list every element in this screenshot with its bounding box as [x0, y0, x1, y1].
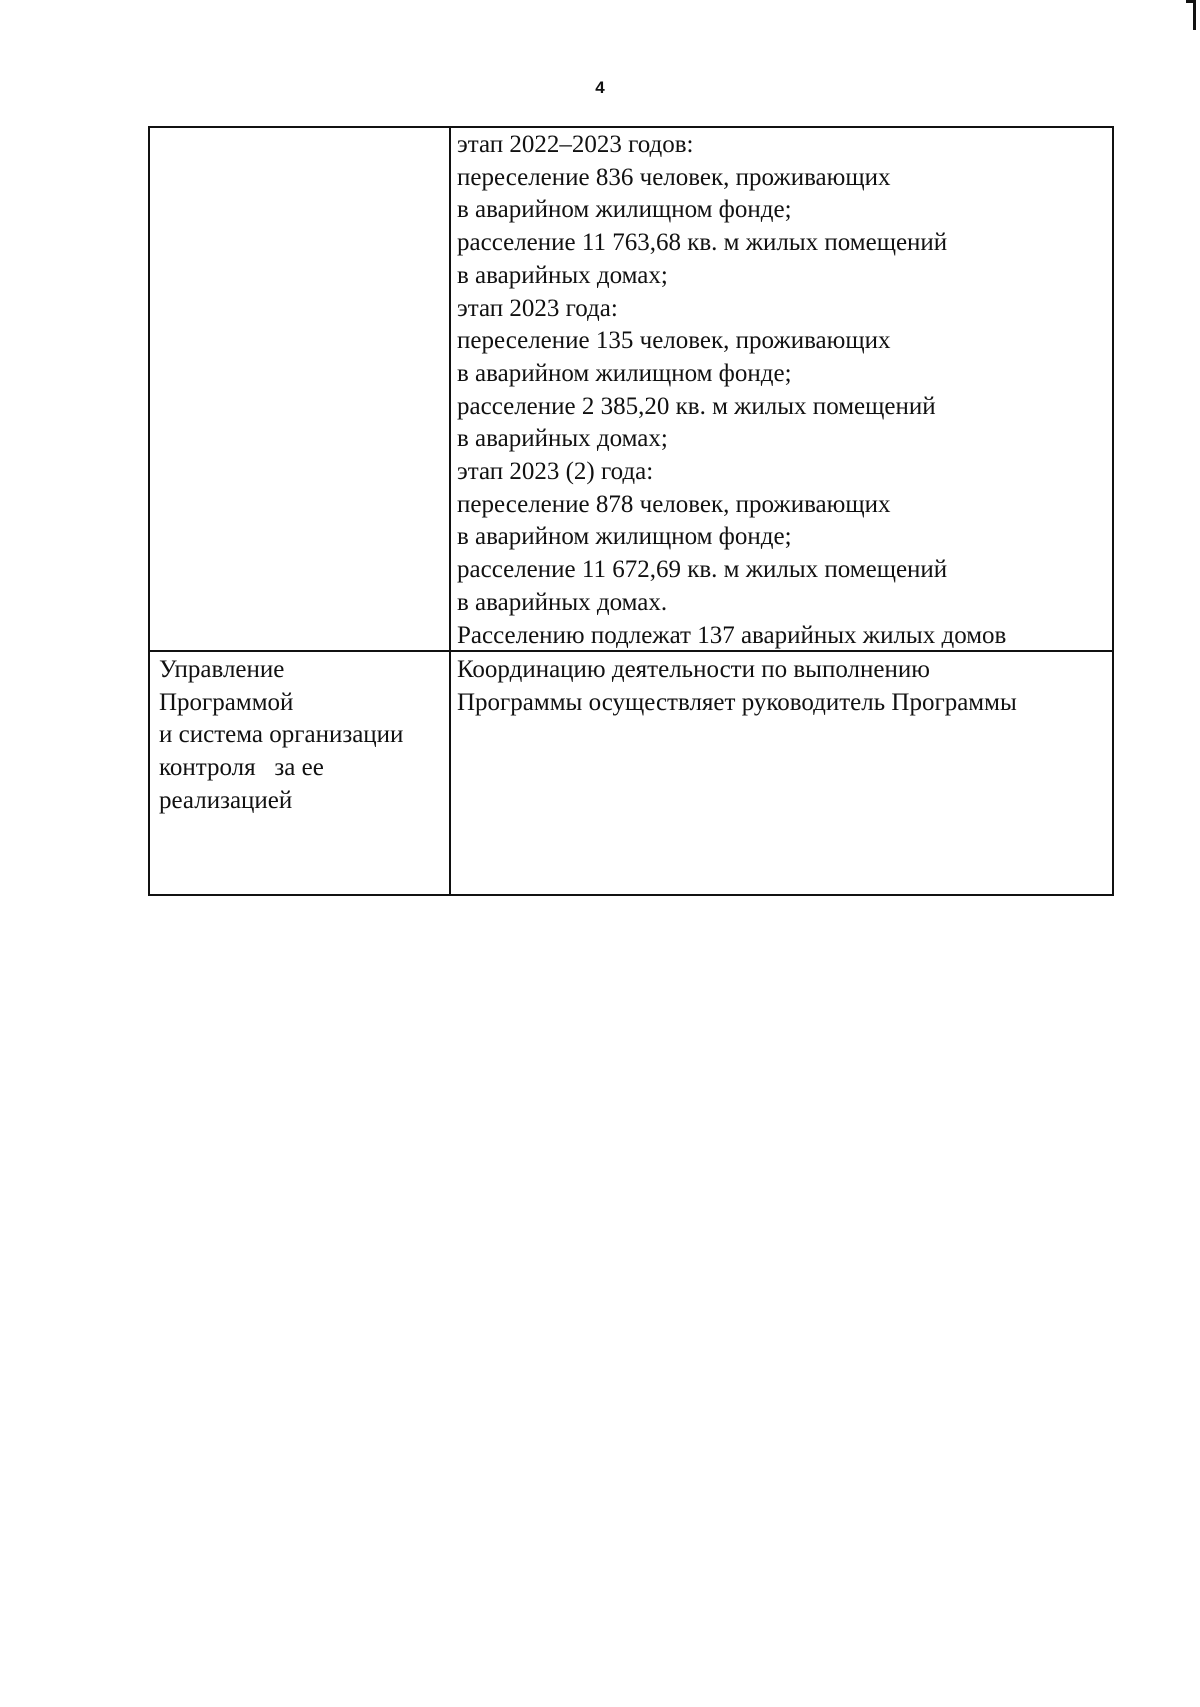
cell-line: расселение 2 385,20 кв. м жилых помещений	[457, 392, 936, 420]
cell-line: расселение 11 672,69 кв. м жилых помещений	[457, 556, 948, 584]
cell-line: и система организации	[159, 721, 404, 749]
page-number: 4	[595, 78, 605, 97]
cell-line: расселение 11 763,68 кв. м жилых помещений	[457, 229, 948, 257]
cell-line: контроля за ее	[159, 754, 324, 782]
cell-line: этап 2022–2023 годов:	[457, 131, 694, 158]
cell-line: в аварийных домах;	[457, 425, 668, 453]
cell-line: Управление	[159, 656, 285, 683]
table-column-divider	[449, 128, 451, 894]
cell-line: Расселению подлежат 137 аварийных жилых домов	[457, 621, 1007, 649]
cell-line: этап 2023 (2) года:	[457, 458, 654, 486]
cell-line: в аварийных домах;	[457, 261, 668, 289]
cell-line: реализацией	[159, 786, 293, 814]
cell-line: в аварийных домах.	[457, 588, 668, 616]
cell-line: переселение 836 человек, проживающих	[457, 163, 891, 191]
cell-line: в аварийном жилищном фонде;	[457, 359, 792, 387]
table-cell-management-text	[457, 654, 1017, 719]
cell-line: в аварийном жилищном фонде;	[457, 196, 792, 224]
cell-line: переселение 878 человек, проживающих	[457, 490, 891, 518]
cell-line: Программы осуществляет руководитель Программы	[457, 688, 1017, 716]
program-passport-table	[148, 126, 1114, 896]
table-cell-resettlement-stages	[457, 129, 1006, 652]
cell-line: Координацию деятельности по выполнению	[457, 656, 930, 683]
cell-line: Программой	[159, 688, 294, 716]
cell-line: в аварийном жилищном фонде;	[457, 523, 792, 551]
cell-line: переселение 135 человек, проживающих	[457, 327, 891, 355]
table-cell-management-heading	[159, 654, 403, 818]
cell-line: этап 2023 года:	[457, 294, 618, 322]
scan-corner-mark	[1186, 0, 1196, 30]
